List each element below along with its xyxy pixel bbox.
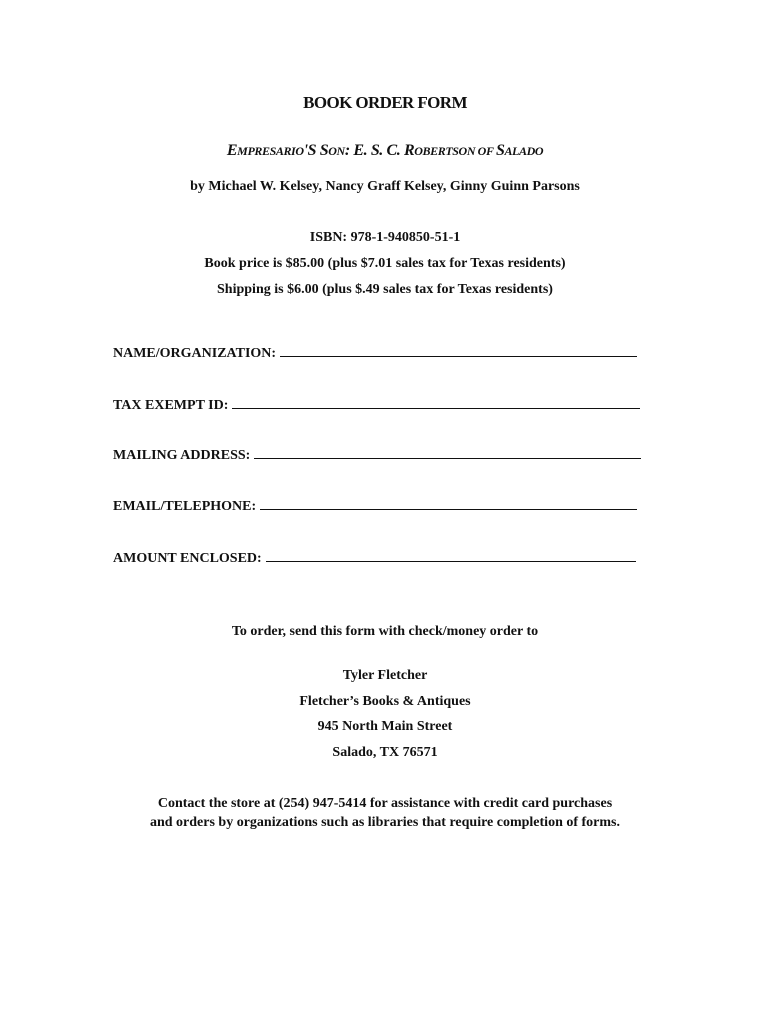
address-line-city: Salado, TX 76571 [332, 745, 438, 760]
book-title-part: S [495, 142, 505, 159]
book-title-part: : E. S. C. [344, 142, 404, 159]
address-line-street: 945 North Main Street [317, 719, 453, 734]
amount-enclosed-input[interactable] [266, 547, 636, 562]
book-title-part: ALADO [504, 144, 544, 158]
book-title-part: E [226, 142, 238, 159]
name-organization-field [113, 342, 637, 362]
address-line-name: Tyler Fletcher [342, 668, 428, 683]
book-title-part: OBERTSON OF [414, 144, 496, 158]
book-title-part: 'S [303, 142, 320, 159]
tax-exempt-id-field [113, 394, 640, 414]
contact-line-1: Contact the store at (254) 947-5414 for assistance with credit card purchases [157, 796, 613, 811]
mailing-address-field [113, 444, 641, 464]
amount-enclosed-field [113, 547, 636, 567]
amount-enclosed-label: AMOUNT ENCLOSED: [113, 551, 262, 566]
address-line-business: Fletcher’s Books & Antiques [299, 694, 471, 709]
contact-line-2: and orders by organizations such as libraries that require completion of forms. [149, 815, 621, 830]
tax-exempt-id-input[interactable] [232, 394, 640, 409]
book-price-line: Book price is $85.00 (plus $7.01 sales tax for Texas residents) [204, 256, 566, 271]
book-title-part: R [403, 142, 415, 159]
name-organization-input[interactable] [280, 342, 637, 357]
mailing-address-input[interactable] [254, 444, 641, 459]
send-to-instruction: To order, send this form with check/money order to [231, 624, 539, 639]
mailing-address-label: MAILING ADDRESS: [113, 448, 251, 463]
book-title [0, 142, 770, 160]
email-telephone-label: EMAIL/TELEPHONE: [113, 499, 257, 514]
book-title-part: MPRESARIO [237, 144, 304, 158]
book-title-part: S [319, 142, 329, 159]
book-title-part: ON [328, 144, 345, 158]
form-title: BOOK ORDER FORM [303, 93, 467, 112]
shipping-line: Shipping is $6.00 (plus $.49 sales tax for Texas residents) [217, 282, 553, 297]
name-organization-label: NAME/ORGANIZATION: [113, 346, 277, 361]
email-telephone-field [113, 495, 637, 515]
authors-line: by Michael W. Kelsey, Nancy Graff Kelsey, Ginny Guinn Parsons [190, 179, 580, 194]
tax-exempt-id-label: TAX EXEMPT ID: [113, 398, 229, 413]
email-telephone-input[interactable] [260, 495, 637, 510]
isbn-line: ISBN: 978-1-940850-51-1 [309, 230, 461, 245]
